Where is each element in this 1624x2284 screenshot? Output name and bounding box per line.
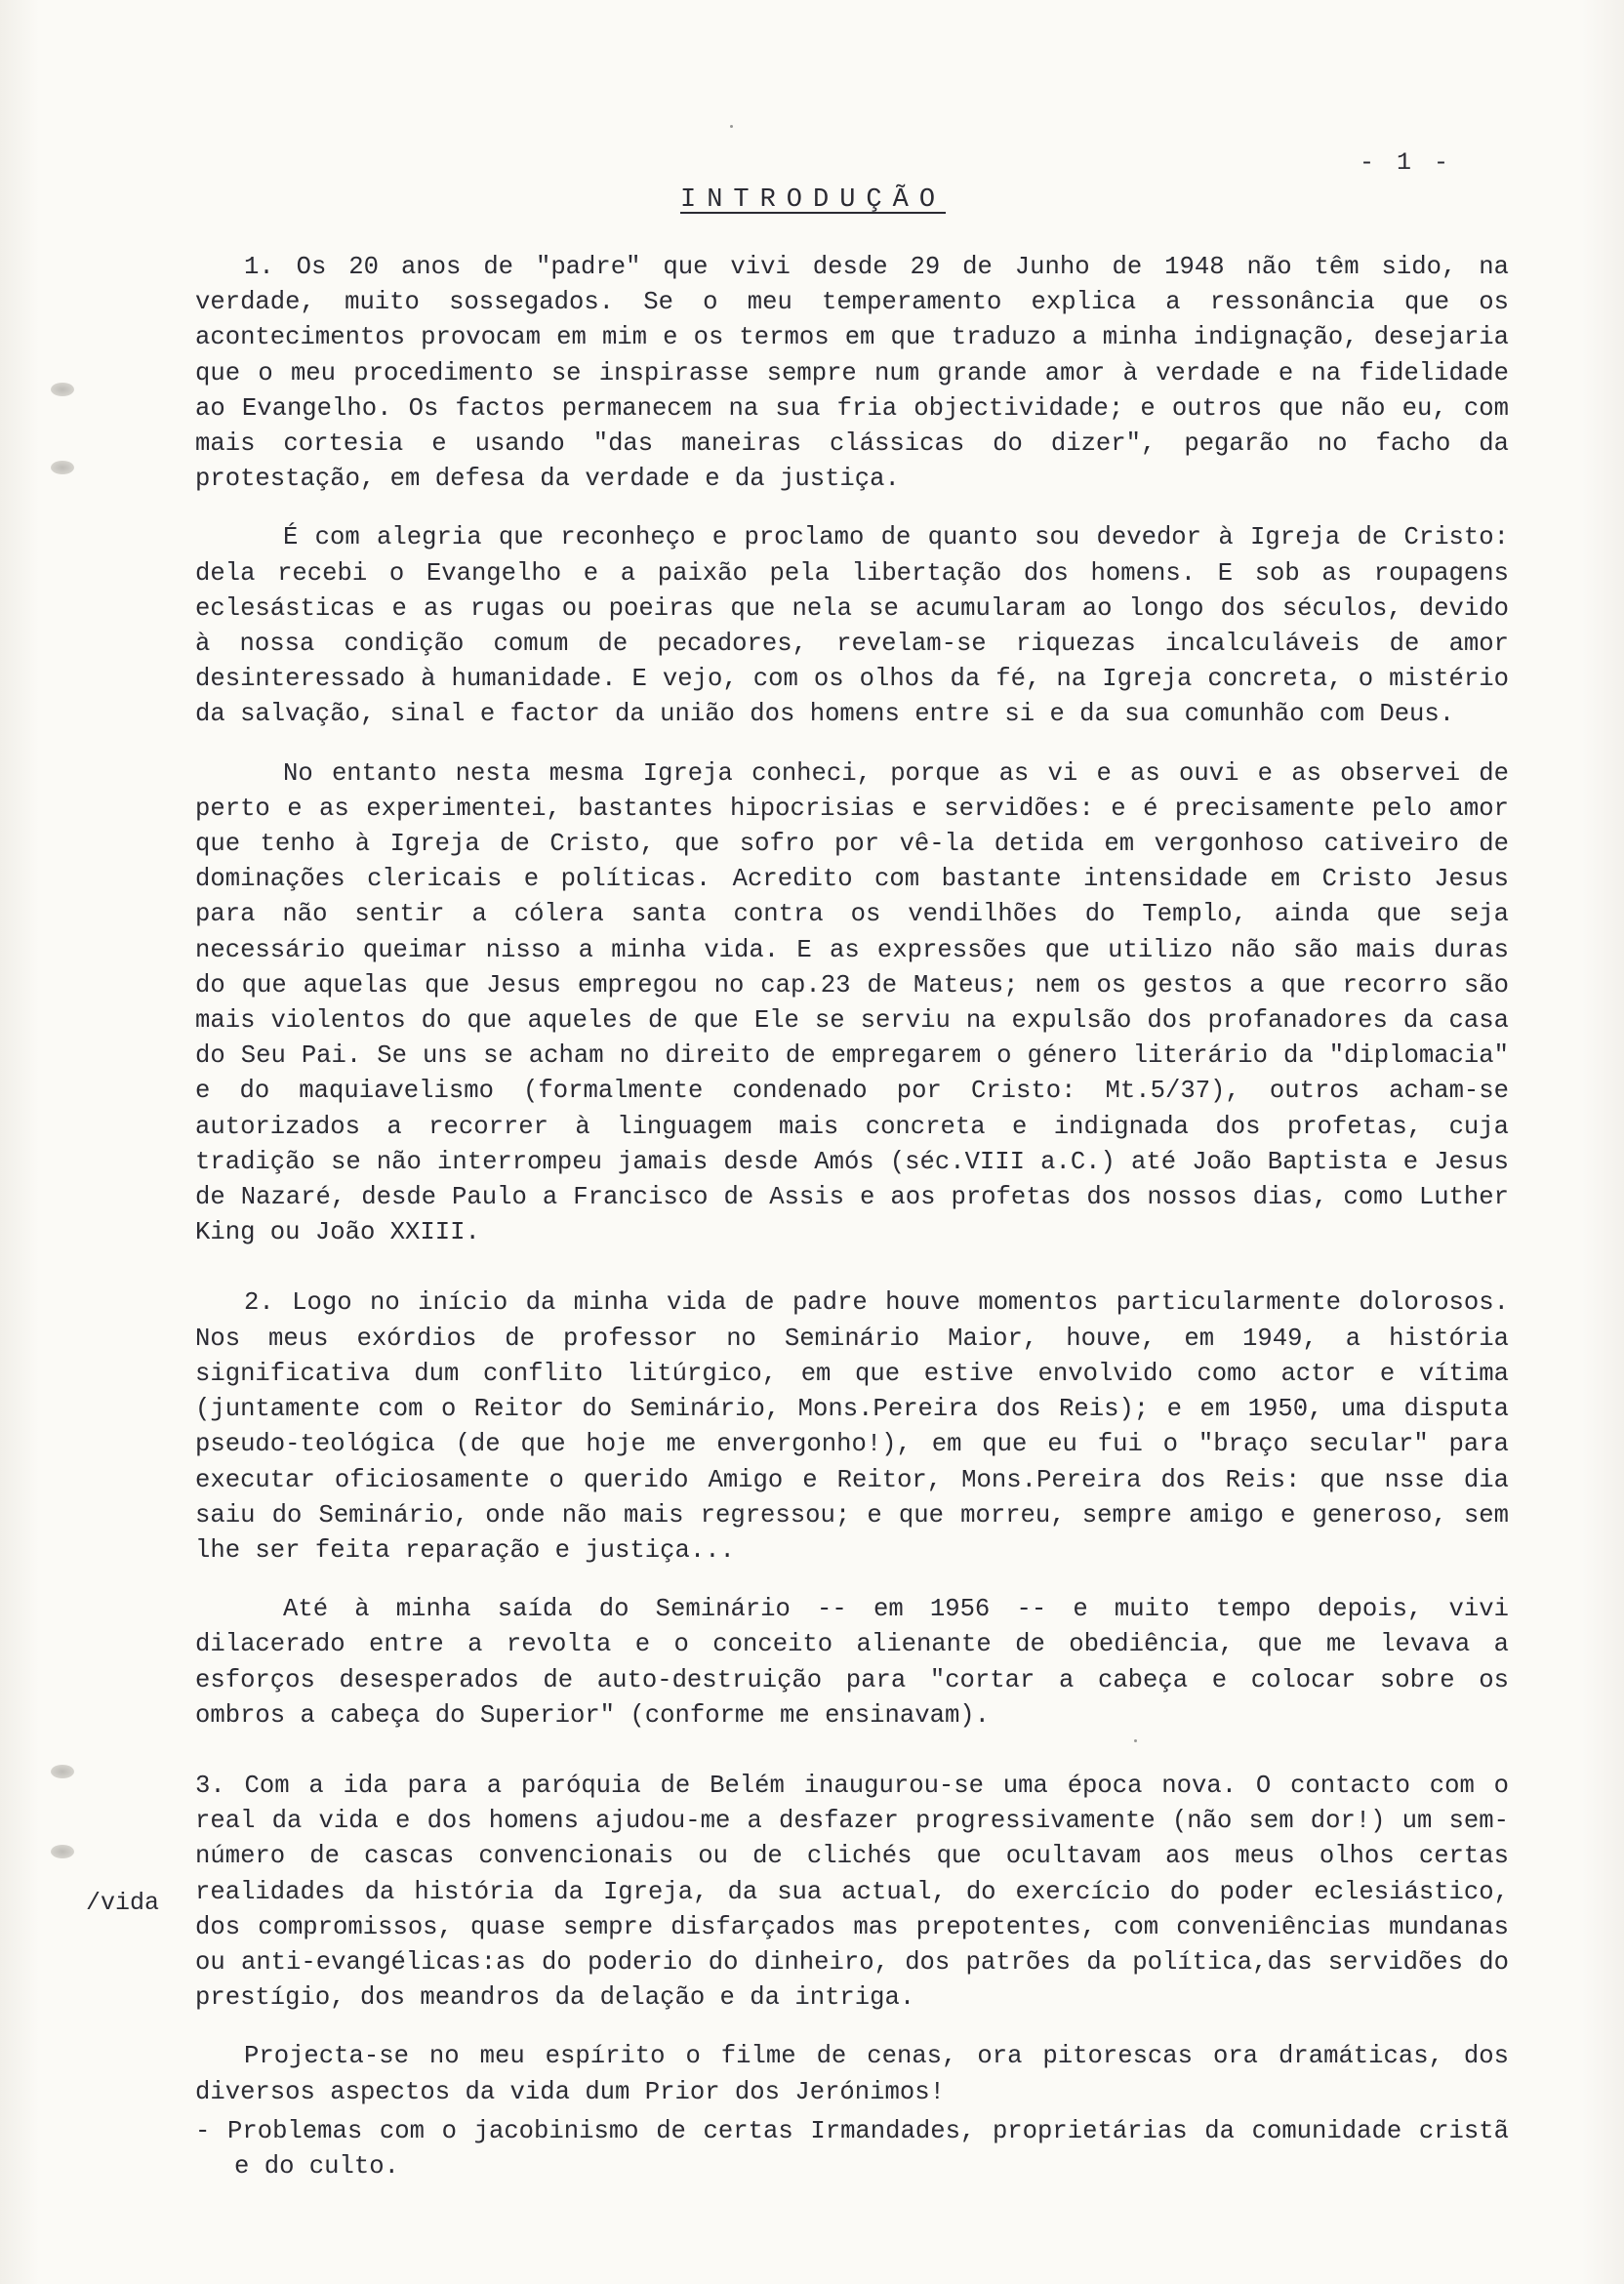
- paragraph: É com alegria que reconheço e proclamo de quanto sou devedor à Igreja de Cristo: dela recebi o Evangelho e a paixão pela libertação dos homens. E sob as roupagens eclesásticas e as rugas ou poeiras que nela se acumularam ao longo dos séculos, devido à nossa condição comum de pecadores, revelam-se riquezas incalculáveis de amor desinteressado à humanidade. E vejo, com os olhos da fé, na Igreja concreta, o mistério da salvação, sinal e factor da união dos homens entre si e da sua comunhão com Deus.: [195, 523, 1509, 729]
- binding-hole: [51, 383, 74, 396]
- paper-speck: [730, 125, 733, 128]
- binding-hole: [51, 1765, 74, 1778]
- binding-hole: [51, 1845, 74, 1858]
- body-text: [195, 250, 1509, 2184]
- paragraph-section-1: 1. Os 20 anos de "padre" que vivi desde 29 de Junho de 1948 não têm sido, na verdade, muito sossegados. Se o meu temperamento explica a ressonância que os acontecimentos provocam em mim e os termos em que traduzo a minha indignação, desejaria que o meu procedimento se inspirasse sempre num grande amor à verdade e na fidelidade ao Evangelho. Os factos permanecem na sua fria objectividade; e outros que não eu, com mais cortesia e usando "das maneiras clássicas do dizer", pegarão no facho da protestação, em defesa da verdade e da justiça.: [195, 253, 1509, 494]
- page-number: - 1 -: [1360, 148, 1453, 177]
- paragraph: No entanto nesta mesma Igreja conheci, porque as vi e as ouvi e as observei de perto e as experimentei, bastantes hipocrisias e servidões: e é precisamente pelo amor que tenho à Igreja de Cristo, que sofro por vê-la detida em vergonhoso cativeiro de dominações clericais e políticas. Acredito com bastante intensidade em Cristo Jesus para não sentir a cólera santa contra os vendilhões do Templo, ainda que seja necessário queimar nisso a minha vida. E as expressões que utilizo não são mais duras do que aquelas que Jesus empregou no cap.23 de Mateus; nem os gestos a que recorro são mais violentos do que aqueles de que Ele se serviu na expulsão dos profanadores da casa do Seu Pai. Se uns se acham no direito de empregarem o género literário da "diplomacia" e do maquiavelismo (formalmente condenado por Cristo: Mt.5/37), outros acham-se autorizados a recorrer à linguagem mais concreta e indignada dos profetas, cuja tradição se não interrompeu jamais desde Amós (séc.VIII a.C.) até João Baptista e Jesus de Nazaré, desde Paulo a Francisco de Assis e aos profetas dos nossos dias, como Luther King ou João XXIII.: [195, 758, 1509, 1247]
- paragraph-section-2: 2. Logo no início da minha vida de padre houve momentos particularmente dolorosos. Nos meus exórdios de professor no Seminário Maior, houve, em 1949, a história significativa dum conflito litúrgico, em que estive envolvido como actor e vítima (juntamente com o Reitor do Seminário, Mons.Pereira dos Reis); e em 1950, uma disputa pseudo-teológica (de que hoje me envergonho!), em que eu fui o "braço secular" para executar oficiosamente o querido Amigo e Reitor, Mons.Pereira dos Reis: que nsse dia saiu do Seminário, onde não mais regressou; e que morreu, sempre amigo e generoso, sem lhe ser feita reparação e justiça...: [195, 1288, 1509, 1565]
- binding-hole: [51, 461, 74, 474]
- document-title: INTRODUÇÃO: [680, 185, 947, 215]
- margin-note: /vida: [86, 1889, 160, 1917]
- paragraph: Até à minha saída do Seminário -- em 1956 -- e muito tempo depois, vivi dilacerado entre a revolta e o conceito alienante de obediência, que me levava a esforços desesperados de auto-destruição para "cortar a cabeça e colocar sobre os ombros a cabeça do Superior" (conforme me ensinavam).: [195, 1595, 1509, 1730]
- paragraph: Projecta-se no meu espírito o filme de cenas, ora pitorescas ora dramáticas, dos diversos aspectos da vida dum Prior dos Jerónimos!: [195, 2042, 1509, 2106]
- paragraph-section-3: 3. Com a ida para a paróquia de Belém inaugurou-se uma época nova. O contacto com o real da vida e dos homens ajudou-me a desfazer progressivamente (não sem dor!) um sem-número de cascas convencionais ou de clichés que ocultavam aos meus olhos certas realidades da história da Igreja, da sua actual, do exercício do poder eclesiástico, dos compromissos, quase sempre disfarçados mas prepotentes, com conveniências mundanas ou anti-evangélicas:as do poderio do dinheiro, dos patrões da política,das servidões do prestígio, dos meandros da delação e da intriga.: [195, 1771, 1509, 2013]
- list-item: - Problemas com o jacobinismo de certas Irmandades, proprietárias da comunidade cristã e do culto.: [195, 2116, 1509, 2181]
